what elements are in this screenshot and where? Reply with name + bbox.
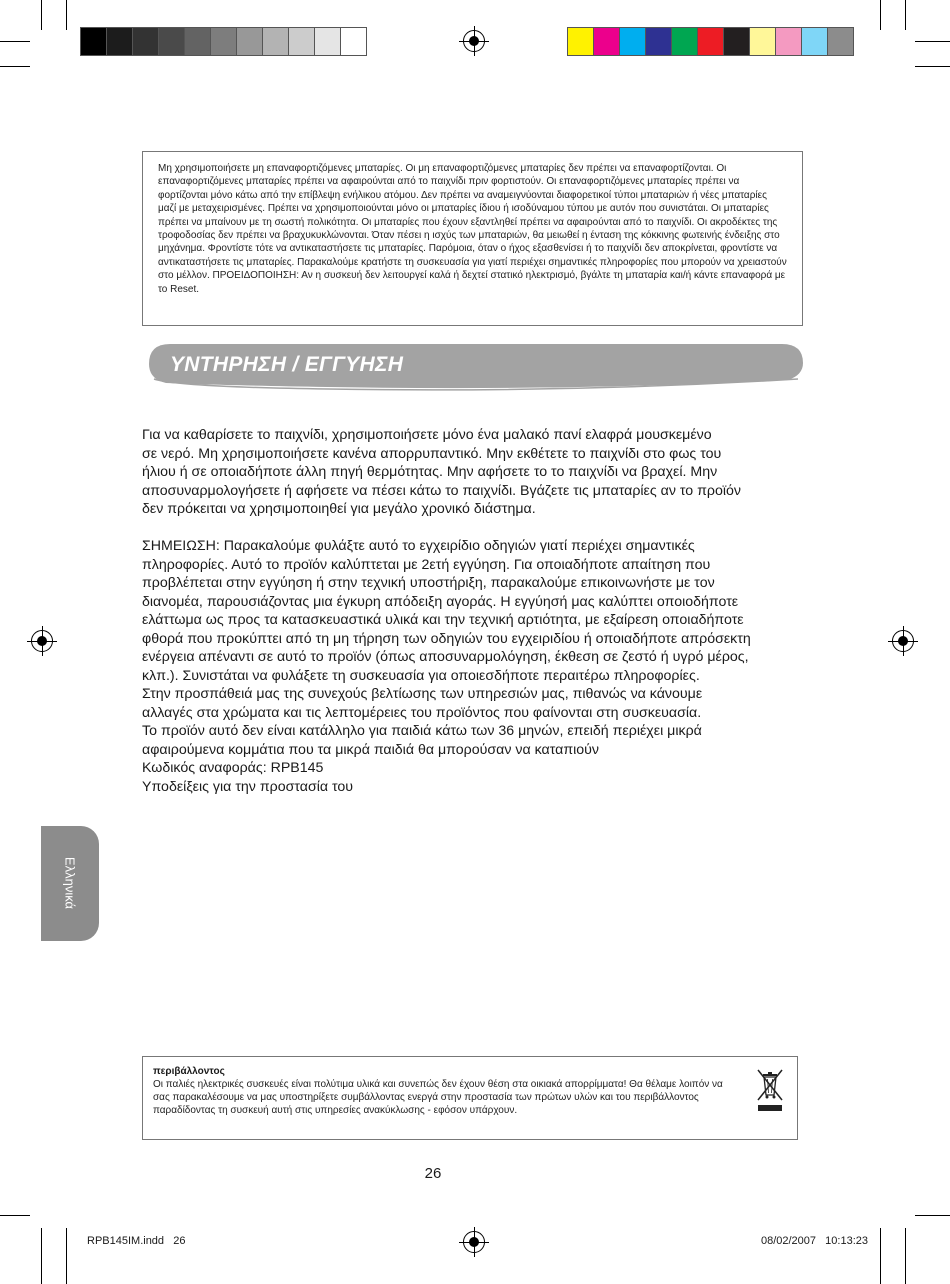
text-line: Για να καθαρίσετε το παιχνίδι, χρησιμοποιήσετε μόνο ένα μαλακό πανί ελαφρά μουσκεμένο — [142, 427, 712, 443]
battery-notice-text: Μη χρησιμοποιήσετε μη επαναφορτιζόμενες μπαταρίες. Οι μη επαναφορτιζόμενες μπαταρίες δεν πρέπει να επαναφορτίζονται. Οι επαναφορτιζόμενες μπαταρίες πρέπει να αφαιρούνται από το παιχνίδι πριν φορτιστούν. Οι επαναφορτιζόμενες μπαταρίες πρέπει να φορτίζονται μόνο κάτω από την επίβλεψη ενήλικου ατόμου. Δεν πρέπει να αναμειγνύονται διαφορετικοί τύποι μπαταριών ή νέες μπαταρίες μαζί με μεταχειρισμένες. Πρέπει να χρησιμοποιούνται μόνο οι μπαταρίες ίδιου ή ισοδύναμου τύπου με αυτόν που συνιστάται. Οι μπαταρίες πρέπει να μπαίνουν με τη σωστή πολικότητα. Οι μπαταρίες που έχουν εξαντληθεί πρέπει να αφαιρούνται από το παιχνίδι. Οι ακροδέκτες της τροφοδοσίας δεν πρέπει να βραχυκυκλώνονται. Όταν πέσει η ισχύς των μπαταριών, θα μειωθεί η ένταση της κόκκινης φωτεινής ένδειξης στο μηχάνημα. Φροντίστε τότε να αντικαταστήσετε τις μπαταρίες. Παρόμοια, όταν ο ήχος εξασθενίσει ή το παιχνίδι δεν αποκρίνεται, φροντίστε να αντικαταστήσετε τις μπαταρίες. Παρακαλούμε κρατήστε τη συσκευασία για γιατί περιέχει σημαντικές πληροφορίες που μπορούν να χρειαστούν στο μέλλον. ΠΡΟΕΙΔΟΠΟΙΗΣΗ: Αν η συσκευή δεν λειτουργεί καλά ή δεχτεί στατικό ηλεκτρισμό, βγάλτε τη μπαταρία και/ή κάντε επαναφορά με το Reset. — [158, 163, 787, 295]
gray-swatch — [80, 27, 107, 56]
gray-swatch — [236, 27, 263, 56]
gray-swatch — [262, 27, 289, 56]
text-line: σε νερό. Μη χρησιμοποιήσετε κανένα απορρυπαντικό. Μην εκθέτετε το παιχνίδι στο φως του — [142, 445, 722, 462]
care-paragraph — [142, 426, 802, 519]
environment-box — [142, 1056, 798, 1140]
color-swatch — [697, 27, 724, 56]
registration-mark-icon — [31, 630, 53, 652]
crop-mark — [0, 66, 30, 67]
crop-mark — [0, 41, 30, 42]
crossed-out-bin-icon — [755, 1067, 785, 1113]
crop-mark — [66, 1228, 67, 1284]
registration-mark-icon — [892, 630, 914, 652]
text-line: ήλιου ή σε οποιαδήποτε άλλη πηγή θερμότητας. Μην αφήσετε το το παιχνίδι να βραχεί. Μην — [142, 464, 718, 480]
text-line: αφαιρούμενα κομμάτια που τα μικρά παιδιά θα μπορούσαν να καταπιούν — [142, 741, 600, 758]
environment-text: Οι παλιές ηλεκτρικές συσκευές είναι πολύτιμα υλικά και συνεπώς δεν έχουν θέση στα οικιακά απορρίμματα! Θα θέλαμε λοιπόν να σας παρακαλέσουμε να μας υποστηρίξετε συμβάλλοντας ενεργά στην προστασία των πρώτων υλών και του περιβάλλοντος παραδίδοντας τη συσκευή αυτή στις υπηρεσίες ανακύκλωσης - εφόσον υπάρχουν. — [153, 1079, 723, 1117]
color-swatch — [827, 27, 854, 56]
gray-swatch — [184, 27, 211, 56]
text-line: φθορά που προκύπτει από τη μη τήρηση των οδηγιών του εγχειριδίου ή οποιαδήποτε απρόσεκτη — [142, 630, 751, 647]
text-line: Υποδείξεις για την προστασία του — [142, 778, 354, 795]
text-line: ΣΗΜΕΙΩΣΗ: Παρακαλούμε φυλάξτε αυτό το εγχειρίδιο οδηγιών γιατί περιέχει σημαντικές — [142, 538, 695, 554]
grayscale-calibration-bar — [80, 27, 366, 56]
color-calibration-bar — [567, 27, 853, 56]
color-swatch — [723, 27, 750, 56]
crop-mark — [915, 1215, 950, 1216]
environment-title: περιβάλλοντος — [153, 1066, 225, 1077]
crop-mark — [66, 0, 67, 30]
color-swatch — [671, 27, 698, 56]
color-swatch — [645, 27, 672, 56]
text-line: Κωδικός αναφοράς: RPB145 — [142, 760, 324, 776]
section-title: ΥΝΤΗΡΗΣΗ / ΕΓΓΥΗΣΗ — [170, 353, 404, 376]
crop-mark — [880, 0, 881, 30]
footer-file-name: RPB145IM.indd 26 — [87, 1235, 186, 1247]
color-swatch — [801, 27, 828, 56]
crop-mark — [905, 1228, 906, 1284]
text-line: κλπ.). Συνιστάται να φυλάξετε τη συσκευασία για οποιεσδήποτε περαιτέρω πληροφορίες. — [142, 667, 700, 684]
color-swatch — [749, 27, 776, 56]
text-line: αποσυναρμολογήσετε ή αφήσετε να πέσει κάτω το παιχνίδι. Βγάζετε τις μπαταρίες αν το προϊόν — [142, 482, 742, 499]
crop-mark — [41, 1228, 42, 1284]
gray-swatch — [158, 27, 185, 56]
text-line: Το προϊόν αυτό δεν είναι κατάλληλο για παιδιά κάτω των 36 μηνών, επειδή περιέχει μικρά — [142, 723, 702, 739]
language-tab-label: Ελληνικά — [62, 856, 78, 910]
footer-timestamp: 08/02/2007 10:13:23 — [760, 1235, 868, 1247]
page-number: 26 — [424, 1165, 442, 1182]
color-swatch — [775, 27, 802, 56]
crop-mark — [41, 0, 42, 30]
crop-mark — [905, 0, 906, 30]
gray-swatch — [340, 27, 367, 56]
color-swatch — [619, 27, 646, 56]
note-paragraph — [142, 537, 802, 796]
registration-mark-icon — [463, 1231, 485, 1253]
gray-swatch — [314, 27, 341, 56]
gray-swatch — [210, 27, 237, 56]
language-tab — [41, 826, 99, 941]
crop-mark — [915, 66, 950, 67]
crop-mark — [0, 1215, 30, 1216]
crop-mark — [880, 1228, 881, 1284]
text-line: πληροφορίες. Αυτό το προϊόν καλύπτεται με 2ετή εγγύηση. Για οποιαδήποτε απαίτηση που — [142, 556, 711, 573]
color-swatch — [567, 27, 594, 56]
text-line: διανομέα, παρουσιάζοντας μια έγκυρη απόδειξη αγοράς. Η εγγύησή μας καλύπτει οποιοδήποτε — [142, 593, 739, 610]
text-line: ελάττωμα ως προς τα κατασκευαστικά υλικά και την τεχνική αρτιότητα, με εξαίρεση οποιαδήποτε — [142, 612, 744, 628]
text-line: δεν πρόκειται να χρησιμοποιηθεί για μεγάλο χρονικό διάστημα. — [142, 501, 536, 517]
crop-mark — [915, 41, 950, 42]
section-heading — [148, 343, 804, 387]
gray-swatch — [106, 27, 133, 56]
gray-swatch — [132, 27, 159, 56]
color-swatch — [593, 27, 620, 56]
text-line: ενέργεια απέναντι σε αυτό το προϊόν (όπως αποσυναρμολόγηση, έκθεση σε ζεστό ή υγρό μέρος, — [142, 649, 749, 665]
registration-mark-icon — [463, 30, 485, 52]
battery-notice-box — [142, 151, 803, 326]
text-line: αλλαγές στα χρώματα και τις λεπτομέρειες του προϊόντος που φαίνονται στη συσκευασία. — [142, 704, 702, 721]
text-line: προβλέπεται στην εγγύηση ή στην τεχνική υποστήριξη, παρακαλούμε επικοινωνήστε με τον — [142, 575, 715, 591]
gray-swatch — [288, 27, 315, 56]
text-line: Στην προσπάθειά μας της συνεχούς βελτίωσης των υπηρεσιών μας, πιθανώς να κάνουμε — [142, 686, 703, 702]
